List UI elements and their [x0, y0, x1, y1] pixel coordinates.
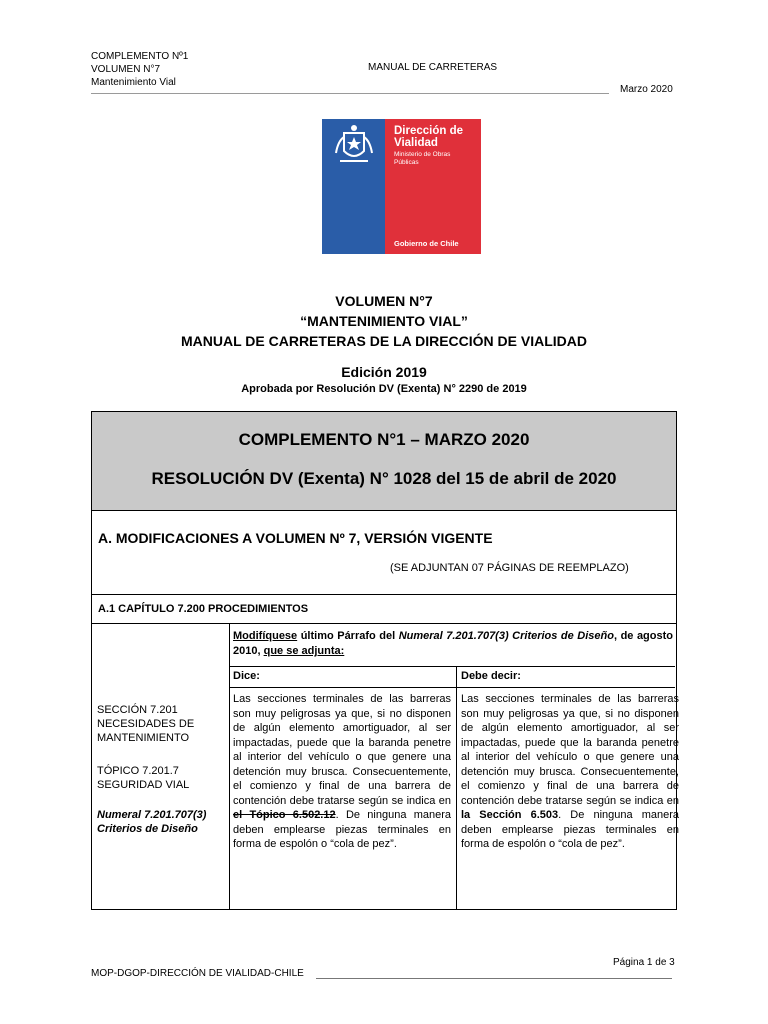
table-divider [229, 687, 675, 688]
attached-pages-note: (SE ADJUNTAN 07 PÁGINAS DE REEMPLAZO) [390, 562, 629, 574]
old-text-ending: . De ninguna manera deben emplearse piezas terminales en forma de espolón o “cola de pez”. [233, 809, 452, 850]
footer-organization: MOP-DGOP-DIRECCIÓN DE VIALIDAD-CHILE [91, 968, 304, 979]
numeral-number: Numeral 7.201.707(3) [97, 809, 207, 821]
document-header-left [91, 50, 188, 89]
column-header-should-say: Debe decir: [461, 670, 521, 682]
old-text-body: Las secciones terminales de las barreras son muy peligrosas ya que, si no disponen de algún elemento amortiguador, al ser impactadas, puede que la baranda penetre al interior del vehículo o que genere una detención muy brusca. Consecuentemente, el comienzo y final de una barrera de contención debe tratarse según se indica en [233, 693, 451, 807]
footer-divider [316, 978, 672, 979]
numeral-name: Criterios de Diseño [97, 823, 198, 835]
direccion-vialidad-logo [322, 119, 481, 254]
modification-instruction [233, 629, 673, 659]
section-label [97, 703, 227, 745]
new-text [461, 692, 679, 852]
coat-of-arms-icon [332, 123, 376, 169]
topic-number: TÓPICO 7.201.7 [97, 765, 179, 777]
header-maintenance: Mantenimiento Vial [91, 77, 176, 88]
table-divider [229, 666, 675, 667]
header-complement: COMPLEMENTO Nº1 [91, 51, 189, 62]
column-divider [456, 666, 457, 909]
header-divider [91, 93, 609, 94]
page-number: Página 1 de 3 [613, 957, 675, 968]
logo-subtitle-line2: Públicas [394, 159, 419, 166]
header-manual-title: MANUAL DE CARRETERAS [368, 62, 498, 73]
chapter-heading: A.1 CAPÍTULO 7.200 PROCEDIMIENTOS [98, 603, 309, 615]
table-divider [92, 594, 676, 595]
approval-note: Aprobada por Resolución DV (Exenta) N° 2290 de 2019 [241, 383, 527, 395]
complement-title: COMPLEMENTO N°1 – MARZO 2020 [238, 430, 530, 449]
new-text-ending: . De ninguna manera deben emplearse piezas terminales en forma de espolón o “cola de pez”. [461, 809, 680, 850]
logo-red-panel [385, 119, 481, 254]
modify-text: último Párrafo del [297, 630, 399, 642]
section-a-heading: A. MODIFICACIONES A VOLUMEN Nº 7, VERSIÓN VIGENTE [98, 530, 493, 546]
complement-resolution: RESOLUCIÓN DV (Exenta) N° 1028 del 15 de abril de 2020 [151, 469, 617, 488]
logo-title-line1: Dirección de [394, 125, 464, 137]
section-name-line1: NECESIDADES DE [97, 718, 195, 730]
logo-government: Gobierno de Chile [394, 239, 459, 248]
modify-verb: Modifíquese [233, 630, 298, 642]
column-header-says: Dice: [233, 670, 260, 682]
modify-reference: Numeral 7.201.707(3) Criterios de Diseño [398, 630, 614, 642]
logo-blue-panel [322, 119, 385, 254]
table-divider [92, 623, 676, 624]
header-volume: VOLUMEN N°7 [91, 64, 161, 75]
logo-title [394, 125, 463, 149]
new-text-reference: la Sección 6.503 [461, 809, 559, 821]
modify-date: , de agosto 2010, [233, 630, 673, 657]
topic-label [97, 764, 227, 792]
section-number: SECCIÓN 7.201 [97, 704, 178, 716]
header-date: Marzo 2020 [620, 84, 673, 95]
modify-attach: que se adjunta: [263, 645, 345, 657]
old-text [233, 692, 451, 852]
volume-subtitle: “MANTENIMIENTO VIAL” [300, 313, 468, 329]
new-text-body: Las secciones terminales de las barreras son muy peligrosas ya que, si no disponen de algún elemento amortiguador, al ser impactadas, puede que la baranda penetre al interior del vehículo o que genere una detención muy brusca. Consecuentemente, el comienzo y final de una barrera de contención debe tratarse según se indica en [461, 693, 679, 807]
old-text-struck-reference: el Tópico 6.502.12 [233, 809, 336, 821]
logo-title-line2: Vialidad [394, 137, 438, 149]
manual-title: MANUAL DE CARRETERAS DE LA DIRECCIÓN DE VIALIDAD [180, 333, 587, 349]
numeral-label [97, 808, 227, 836]
logo-subtitle [394, 151, 450, 167]
edition: Edición 2019 [341, 364, 427, 380]
logo-subtitle-line1: Ministerio de Obras [394, 151, 451, 158]
volume-title: VOLUMEN N°7 [335, 293, 433, 309]
topic-name: SEGURIDAD VIAL [97, 779, 190, 791]
section-name-line2: MANTENIMIENTO [97, 732, 190, 744]
